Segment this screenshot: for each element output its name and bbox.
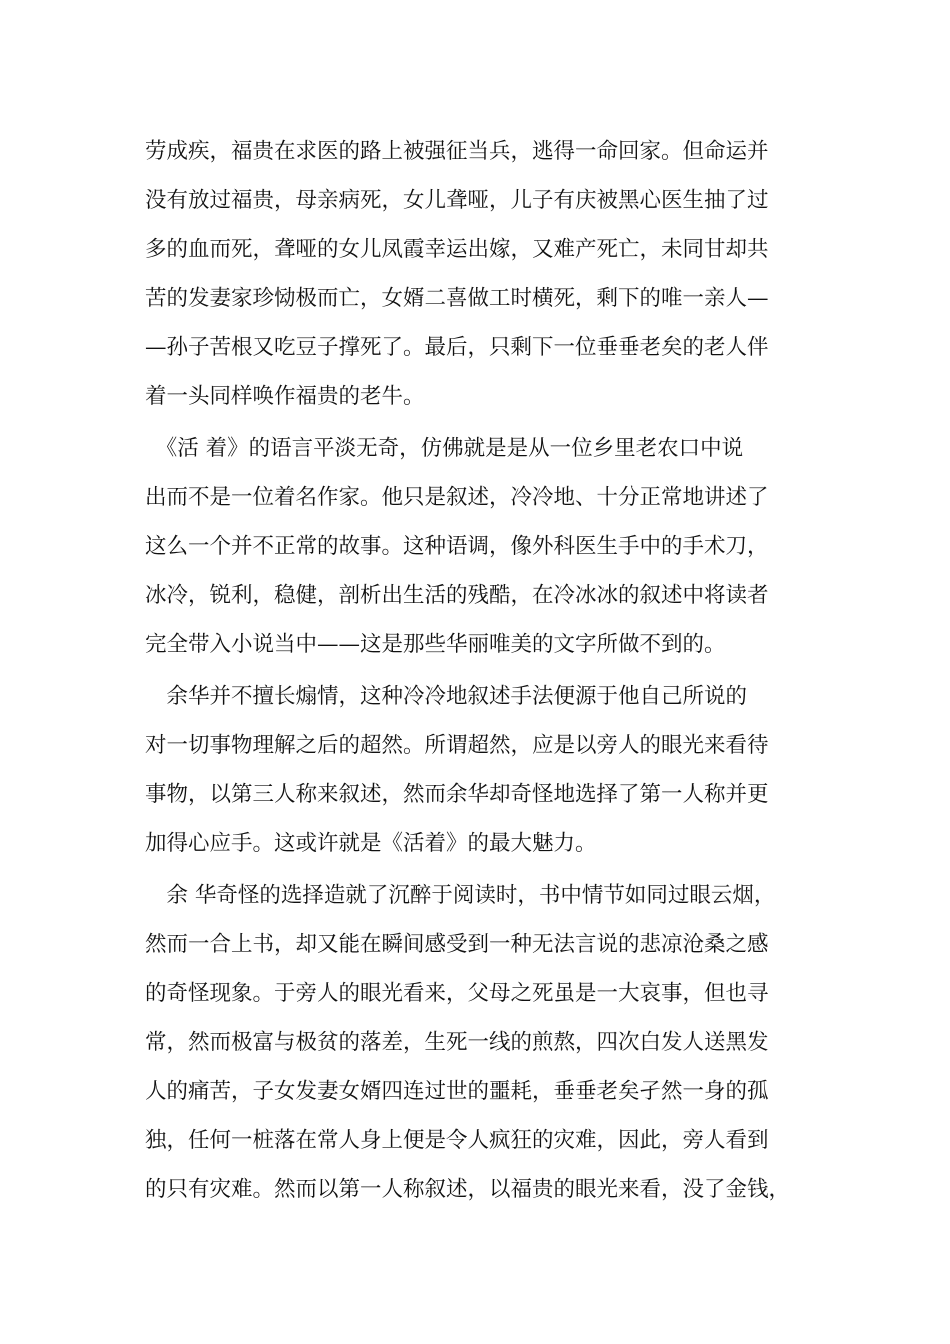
text-line: 余 华奇怪的选择造就了沉醉于阅读时，书中情节如同过眼云烟， — [145, 883, 776, 908]
text-line: 独，任何一桩落在常人身上便是令人疯狂的灾难，因此，旁人看到 — [145, 1128, 769, 1153]
text-line: 《活 着》的语言平淡无奇，仿佛就是是从一位乡里老农口中说 — [145, 436, 744, 461]
text-line: 着一头同样唤作福贵的老牛。 — [145, 384, 425, 409]
text-line: —孙子苦根又吃豆子撑死了。最后，只剩下一位垂垂老矣的老人伴 — [145, 335, 769, 360]
text-line: 余华并不擅长煽情，这种冷冷地叙述手法便源于他自己所说的 — [145, 684, 748, 709]
text-line: 对一切事物理解之后的超然。所谓超然，应是以旁人的眼光来看待 — [145, 733, 769, 758]
text-line: 加得心应手。这或许就是《活着》的最大魅力。 — [145, 831, 597, 856]
text-line: 出而不是一位着名作家。他只是叙述，冷冷地、十分正常地讲述了 — [145, 485, 769, 510]
text-line: 完全带入小说当中——这是那些华丽唯美的文字所做不到的。 — [145, 632, 726, 657]
text-line: 人的痛苦，子女发妻女婿四连过世的噩耗，垂垂老矣孑然一身的孤 — [145, 1079, 769, 1104]
text-line: 的奇怪现象。于旁人的眼光看来，父母之死虽是一大哀事，但也寻 — [145, 981, 769, 1006]
text-line: 的只有灾难。然而以第一人称叙述，以福贵的眼光来看，没了金钱， — [145, 1177, 791, 1202]
text-line: 这么一个并不正常的故事。这种语调，像外科医生手中的手术刀， — [145, 534, 769, 559]
text-line: 常，然而极富与极贫的落差，生死一线的煎熬，四次白发人送黑发 — [145, 1030, 769, 1055]
text-line: 没有放过福贵，母亲病死，女儿聋哑，儿子有庆被黑心医生抽了过 — [145, 188, 769, 213]
text-line: 劳成疾，福贵在求医的路上被强征当兵，逃得一命回家。但命运并 — [145, 139, 769, 164]
text-line: 多的血而死，聋哑的女儿凤霞幸运出嫁，又难产死亡，未同甘却共 — [145, 237, 769, 262]
text-line: 苦的发妻家珍恸极而亡，女婿二喜做工时横死，剩下的唯一亲人— — [145, 286, 769, 311]
text-line: 事物，以第三人称来叙述，然而余华却奇怪地选择了第一人称并更 — [145, 782, 769, 807]
text-line: 冰冷，锐利，稳健，剖析出生活的残酷，在冷冰冰的叙述中将读者 — [145, 583, 769, 608]
text-line: 然而一合上书，却又能在瞬间感受到一种无法言说的悲凉沧桑之感 — [145, 932, 769, 957]
